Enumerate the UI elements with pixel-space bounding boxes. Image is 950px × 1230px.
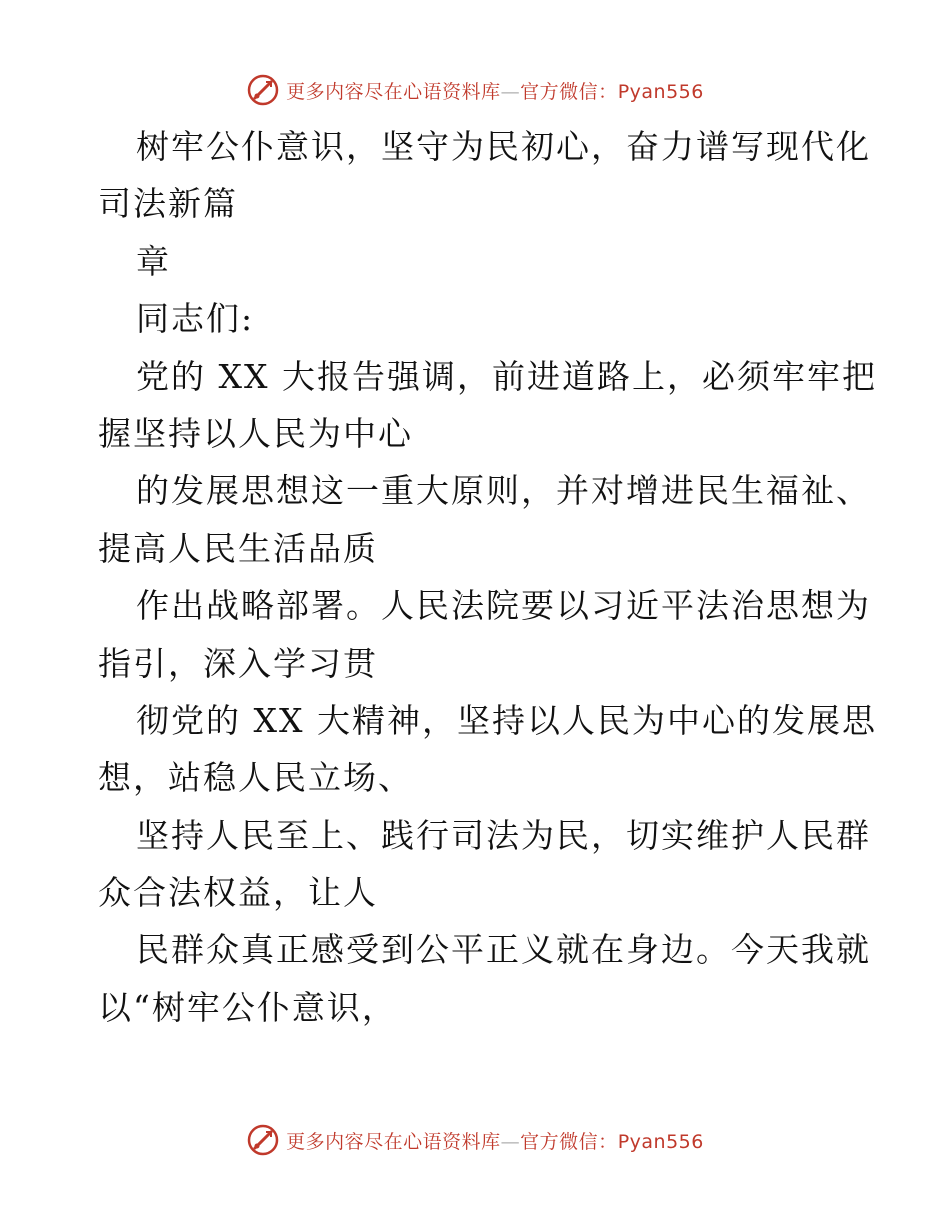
banner-dash: — xyxy=(500,80,521,103)
banner-slogan: 更多内容尽在心语资料库 xyxy=(286,80,501,103)
body-line: 提高人民生活品质 xyxy=(98,528,378,568)
body-line: 握坚持以人民为中心 xyxy=(98,413,413,453)
body-line: 想，站稳人民立场、 xyxy=(98,758,413,798)
body-line: 作出战略部署。人民法院要以习近平法治思想为 xyxy=(136,586,871,626)
body-line: 坚持人民至上、践行司法为民，切实维护人民群 xyxy=(136,815,871,855)
footer-banner xyxy=(0,1120,950,1160)
body-line: 的发展思想这一重大原则，并对增进民生福祉、 xyxy=(136,471,871,511)
banner-wechat-id: Pyan556 xyxy=(617,80,704,103)
document-body xyxy=(98,118,877,1036)
banner-wechat-id: Pyan556 xyxy=(617,1130,704,1153)
body-line: 树牢公仆意识，坚守为民初心，奋力谱写现代化 xyxy=(136,127,871,166)
banner-wechat-label: 官方微信： xyxy=(520,1130,618,1153)
body-line: 指引，深入学习贯 xyxy=(98,643,378,683)
footer-banner-text xyxy=(286,1127,704,1154)
header-banner-text xyxy=(286,77,704,104)
body-line: 章 xyxy=(136,241,171,281)
body-line: 同志们: xyxy=(136,299,255,339)
body-line: 彻党的 XX 大精神，坚持以人民为中心的发展思 xyxy=(136,700,877,740)
banner-wechat-label: 官方微信： xyxy=(520,80,618,103)
body-line: 司法新篇 xyxy=(98,184,238,224)
body-line: 以“树牢公仆意识， xyxy=(98,987,397,1027)
body-line: 民群众真正感受到公平正义就在身边。今天我就 xyxy=(136,930,871,970)
banner-slogan: 更多内容尽在心语资料库 xyxy=(286,1130,501,1153)
pen-logo-icon xyxy=(246,1123,280,1157)
banner-dash: — xyxy=(500,1130,521,1153)
header-banner xyxy=(0,70,950,110)
body-line: 党的 XX 大报告强调，前进道路上，必须牢牢把 xyxy=(136,356,877,396)
body-line: 众合法权益，让人 xyxy=(98,873,378,913)
pen-logo-icon xyxy=(246,73,280,107)
